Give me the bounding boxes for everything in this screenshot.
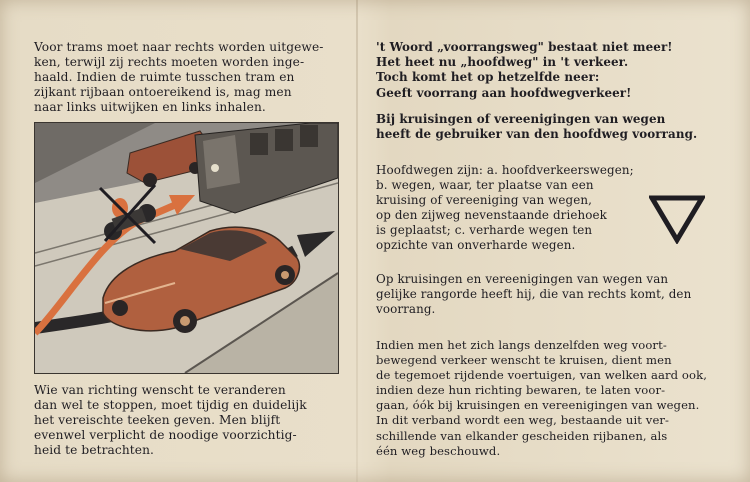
text-line: Het heet nu „hoofdweg" in 't verkeer. <box>376 55 629 70</box>
yield-triangle-icon <box>649 194 705 244</box>
page-gutter <box>356 0 358 482</box>
text-line: evenwel verplicht de noodige voorzichtig- <box>34 428 297 443</box>
text-line: Toch komt het op hetzelfde neer: <box>376 70 600 85</box>
text-line: heeft de gebruiker van den hoofdweg voorrang. <box>376 127 698 142</box>
text-line: het vereischte teeken geven. Men blijft <box>34 413 281 428</box>
main-road-notice <box>376 40 726 101</box>
text-line: schillende van elkander gescheiden rijbanen, als <box>376 428 668 443</box>
text-line: één weg beschouwd. <box>376 443 501 458</box>
illustration-drawing <box>35 123 338 373</box>
crossing-traffic-paragraph <box>376 338 726 459</box>
text-line: op den zijweg nevenstaande driehoek <box>376 208 607 223</box>
right-of-way-rule <box>376 112 726 142</box>
text-line: haald. Indien de ruimte tusschen tram en <box>34 70 295 85</box>
text-line: Wie van richting wenscht te veranderen <box>34 383 286 397</box>
text-line: opzichte van onverharde wegen. <box>376 238 576 253</box>
main-road-definition <box>376 163 641 254</box>
turning-signal-paragraph <box>34 383 339 458</box>
text-line: Op kruisingen en vereenigingen van wegen van <box>376 272 669 286</box>
text-line: b. wegen, waar, ter plaatse van een <box>376 178 594 193</box>
text-line: ken, terwijl zij rechts moeten worden inge- <box>34 55 305 70</box>
text-line: gelijke rangorde heeft hij, die van rechts komt, den <box>376 287 692 302</box>
text-line: Voor trams moet naar rechts worden uitgewe- <box>34 40 324 54</box>
text-line: is geplaatst; c. verharde wegen ten <box>376 223 593 238</box>
text-line: Hoofdwegen zijn: a. hoofdverkeerswegen; <box>376 163 634 177</box>
text-line: Bij kruisingen of vereenigingen van wegen <box>376 112 666 126</box>
text-line: kruising of vereeniging van wegen, <box>376 193 593 208</box>
text-line: indien deze hun richting bewaren, te laten voor- <box>376 383 666 398</box>
text-line: de tegemoet rijdende voertuigen, van welken aard ook, <box>376 368 707 383</box>
text-line: gaan, óók bij kruisingen en vereenigingen van wegen. <box>376 398 700 413</box>
text-line: In dit verband wordt een weg, bestaande uit ver- <box>376 413 670 428</box>
text-line: dan wel te stoppen, moet tijdig en duidelijk <box>34 398 307 413</box>
text-line: zijkant rijbaan ontoereikend is, mag men <box>34 85 292 100</box>
text-line: Geeft voorrang aan hoofdwegverkeer! <box>376 85 632 100</box>
tram-overtaking-paragraph <box>34 40 339 115</box>
text-line: heid te betrachten. <box>34 443 155 458</box>
text-line: voorrang. <box>376 302 436 317</box>
text-line: Indien men het zich langs denzelfden weg voort- <box>376 338 667 352</box>
text-line: 't Woord „voorrangsweg" bestaat niet meer! <box>376 40 673 54</box>
traffic-illustration <box>34 122 339 374</box>
text-line: naar links uitwijken en links inhalen. <box>34 100 266 115</box>
text-line: bewegend verkeer wenscht te kruisen, dient men <box>376 353 672 368</box>
equal-rank-paragraph <box>376 272 726 317</box>
